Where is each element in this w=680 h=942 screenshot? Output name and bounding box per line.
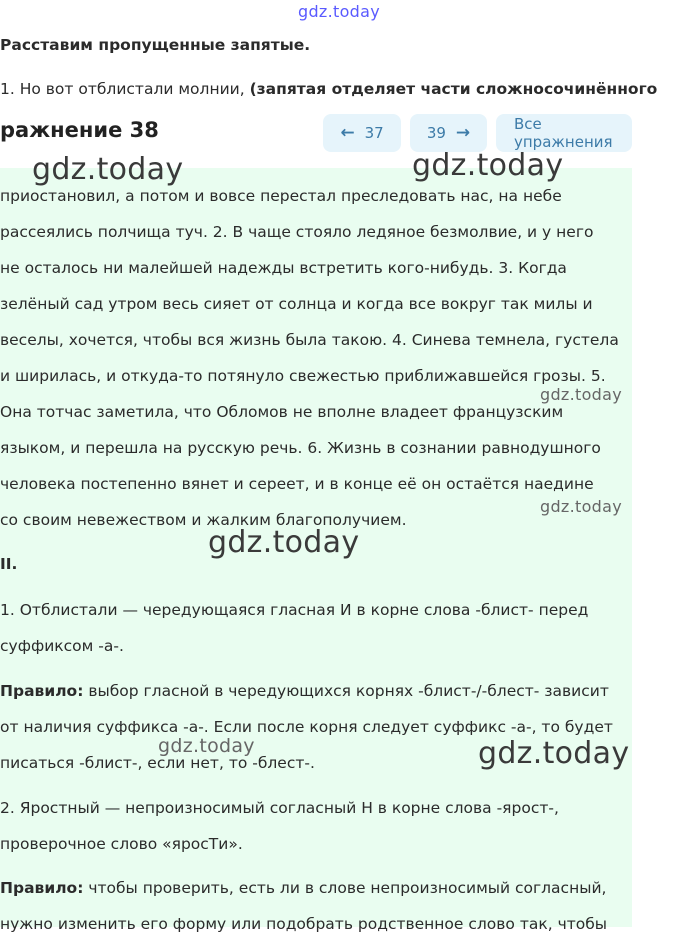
all-exercises-label: Все упражнения: [514, 115, 613, 151]
arrow-right-icon: →: [455, 123, 471, 143]
item-2: [0, 790, 640, 862]
intro-heading: Расставим пропущенные запятые.: [0, 36, 311, 54]
rule-2-line: [0, 870, 640, 906]
next-exercise-label: 39: [426, 124, 446, 142]
text-block: [0, 178, 640, 538]
rule-1-label: Правило:: [0, 682, 84, 700]
text-line: и ширилась, и откуда-то потянуло свежестью приближавшейся грозы. 5.: [0, 367, 606, 385]
watermark-top: gdz.today: [298, 2, 380, 21]
rule-1-line: писаться -блист-, если нет, то -блест-.: [0, 754, 315, 772]
text-line: не осталось ни малейшей надежды встретить кого-нибудь. 3. Когда: [0, 259, 567, 277]
prev-exercise-label: 37: [364, 124, 384, 142]
rule-2-label: Правило:: [0, 879, 84, 897]
all-exercises-button[interactable]: [496, 114, 632, 152]
item-2-line: проверочное слово «яросТи».: [0, 835, 243, 853]
next-exercise-button[interactable]: [410, 114, 487, 152]
rule-2-line: нужно изменить его форму или подобрать родственное слово так, чтобы: [0, 915, 608, 933]
text-line: со своим невежеством и жалким благополучием.: [0, 511, 407, 529]
watermark: gdz.today: [540, 497, 622, 516]
item-1-line: суффиксом -а-.: [0, 637, 124, 655]
rule-1-line: [0, 673, 640, 709]
rule-1-text: выбор гласной в чередующихся корнях -блист-/-блест- зависит: [83, 682, 609, 700]
item-1: [0, 592, 640, 664]
watermark: gdz.today: [540, 385, 622, 404]
intro-line-1-bold: (запятая отделяет части сложносочинённого: [249, 80, 658, 98]
rule-2: [0, 870, 640, 942]
text-line: зелёный сад утром весь сияет от солнца и когда все вокруг так милы и: [0, 295, 593, 313]
prev-exercise-button[interactable]: [323, 114, 401, 152]
rule-1-line: от наличия суффикса -а-. Если после корня следует суффикс -а-, то будет: [0, 718, 613, 736]
text-line: веселы, хочется, чтобы вся жизнь была такою. 4. Синева темнела, густела: [0, 331, 619, 349]
text-line: человека постепенно вянет и сереет, и в конце её он остаётся наедине: [0, 475, 594, 493]
watermark: gdz.today: [208, 525, 360, 560]
item-2-line: 2. Яростный — непроизносимый согласный Н в корне слова -ярост-,: [0, 799, 559, 817]
watermark: gdz.today: [158, 735, 255, 757]
section-2-heading: II.: [0, 555, 18, 573]
text-line: приостановил, а потом и вовсе перестал преследовать нас, на небе: [0, 187, 562, 205]
intro-line-1: [0, 80, 657, 98]
rule-2-text: чтобы проверить, есть ли в слове непроизносимый согласный,: [83, 879, 607, 897]
watermark: gdz.today: [478, 736, 630, 771]
item-1-line: 1. Отблистали — чередующаяся гласная И в корне слова -блист- перед: [0, 601, 589, 619]
exercise-title: ражнение 38: [0, 118, 159, 142]
intro-line-1-text: 1. Но вот отблистали молнии,: [0, 80, 250, 98]
arrow-left-icon: ←: [340, 123, 355, 143]
text-line: рассеялись полчища туч. 2. В чаще стояло ледяное безмолвие, и у него: [0, 223, 594, 241]
watermark: gdz.today: [412, 148, 564, 183]
text-line: языком, и перешла на русскую речь. 6. Жизнь в сознании равнодушного: [0, 439, 601, 457]
watermark: gdz.today: [32, 152, 184, 187]
text-line: Она тотчас заметила, что Обломов не вполне владеет французским: [0, 403, 564, 421]
